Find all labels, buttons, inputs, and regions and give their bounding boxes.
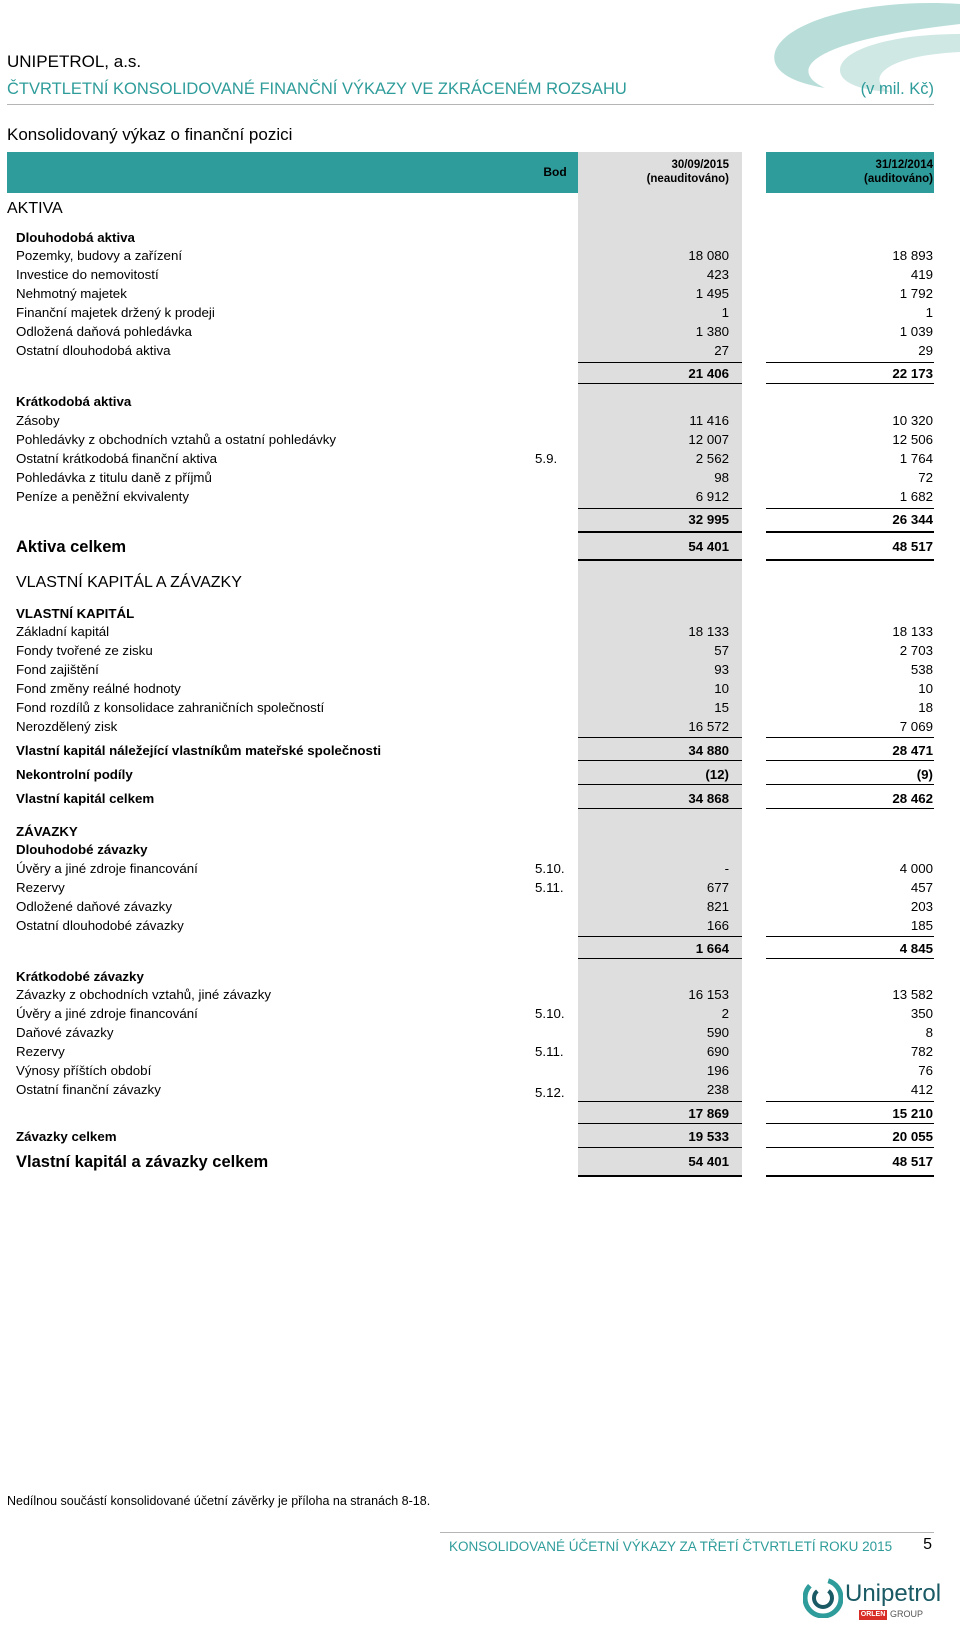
table-row: Fond změny reálné hodnoty 10 10 (16, 681, 933, 696)
section-heading: Dlouhodobá aktiva (16, 230, 135, 245)
table-row: Odložená daňová pohledávka 1 380 1 039 (16, 324, 933, 339)
total-rule-c1 (578, 1175, 742, 1177)
nci-row: Nekontrolní podíly (12) (9) (16, 767, 933, 782)
equity-liabilities-caption: VLASTNÍ KAPITÁL A ZÁVAZKY (16, 574, 242, 591)
table-row: Výnosy příštích období 196 76 (16, 1063, 933, 1078)
table-row: Zásoby 11 416 10 320 (16, 413, 933, 428)
table-row: Rezervy 5.11. 677 457 (16, 880, 933, 895)
subtotal-row: 1 664 4 845 (695, 941, 933, 956)
header-divider (7, 104, 934, 105)
section-heading: VLASTNÍ KAPITÁL (16, 606, 135, 621)
subtotal-rule-c2 (766, 808, 934, 809)
table-row: Fond zajištění 93 538 (16, 662, 933, 677)
currency-unit: (v mil. Kč) (860, 80, 934, 98)
subtotal-rule-c1 (578, 1147, 742, 1148)
total-rule-c2 (766, 1175, 934, 1177)
table-row: Pohledávky z obchodních vztahů a ostatní pohledávky 12 007 12 506 (16, 432, 933, 447)
prior-date: 31/12/2014 (875, 159, 933, 171)
prior-status: (auditováno) (864, 173, 933, 185)
table-row: Investice do nemovitostí 423 419 (16, 267, 933, 282)
assets-caption: AKTIVA (7, 200, 63, 217)
subtotal-rule-c1 (578, 760, 742, 761)
table-row: Fond rozdílů z konsolidace zahraničních společností 15 18 (16, 700, 933, 715)
table-row: Finanční majetek držený k prodeji 1 1 (16, 305, 933, 320)
section-heading: Krátkodobé závazky (16, 969, 144, 984)
current-status: (neauditováno) (646, 173, 729, 185)
column-header-prior (864, 158, 933, 186)
unipetrol-logo (803, 1578, 942, 1623)
subtotal-rule-c2 (766, 1147, 934, 1148)
table-header-band (7, 152, 934, 193)
table-row: Základní kapitál 18 133 18 133 (16, 624, 933, 639)
grand-total-row: Vlastní kapitál a závazky celkem 54 401 48 517 (16, 1153, 933, 1171)
liabilities-total-row: Závazky celkem 19 533 20 055 (16, 1129, 933, 1144)
subtotal-rule-c2 (766, 958, 934, 959)
section-heading: Krátkodobá aktiva (16, 394, 132, 409)
subtotal-rule-c2 (766, 737, 934, 738)
total-rule-c1 (578, 559, 742, 561)
table-row: Ostatní krátkodobá finanční aktiva 5.9. 2 562 1 764 (16, 451, 933, 466)
subtotal-rule-c1 (578, 808, 742, 809)
current-date: 30/09/2015 (671, 159, 729, 171)
table-row: Pohledávka z titulu daně z příjmů 98 72 (16, 470, 933, 485)
unipetrol-logo-icon (803, 1578, 843, 1618)
table-row: Rezervy 5.11. 690 782 (16, 1044, 933, 1059)
subtotal-rule-c2 (766, 1123, 934, 1124)
subtotal-rule-c1 (578, 383, 742, 384)
subtotal-rule-c1 (578, 784, 742, 785)
section-heading: ZÁVAZKY (16, 824, 78, 839)
subtotal-rule-c1 (578, 1123, 742, 1124)
table-row: Úvěry a jiné zdroje financování 5.10. - 4 000 (16, 861, 933, 876)
subtotal-row: 21 406 22 173 (688, 366, 933, 381)
total-rule-c2 (766, 559, 934, 561)
column-header-note: Bod (543, 165, 567, 179)
subtotal-rule-c2 (766, 508, 934, 509)
table-row: Fondy tvořené ze zisku 57 2 703 (16, 643, 933, 658)
assets-total-row: Aktiva celkem 54 401 48 517 (16, 538, 933, 556)
report-title: ČTVRTLETNÍ KONSOLIDOVANÉ FINANČNÍ VÝKAZY VE ZKRÁCENÉM ROZSAHU (7, 80, 627, 98)
subtotal-rule-c2 (766, 1101, 934, 1102)
total-rule-c1 (578, 531, 742, 533)
equity-parent-row: Vlastní kapitál náležející vlastníkům mateřské společnosti 34 880 28 471 (16, 743, 933, 758)
subtotal-rule-c2 (766, 936, 934, 937)
total-rule-c2 (766, 531, 934, 533)
column-header-current (647, 158, 729, 186)
table-row: Peníze a peněžní ekvivalenty 6 912 1 682 (16, 489, 933, 504)
table-row: Daňové závazky 590 8 (16, 1025, 933, 1040)
subtotal-rule-c1 (578, 362, 742, 363)
table-row: Úvěry a jiné zdroje financování 5.10. 2 350 (16, 1006, 933, 1021)
subtotal-rule-c1 (578, 737, 742, 738)
table-row: Odložené daňové závazky 821 203 (16, 899, 933, 914)
footnote: Nedílnou součástí konsolidované účetní závěrky je příloha na stranách 8-18. (7, 1494, 431, 1508)
subtotal-row: 17 869 15 210 (688, 1106, 933, 1121)
logo-group-text: GROUP (890, 1609, 924, 1619)
section-heading: Dlouhodobé závazky (16, 842, 148, 857)
table-row: Nerozdělený zisk 16 572 7 069 (16, 719, 933, 734)
table-row: Závazky z obchodních vztahů, jiné závazky 16 153 13 582 (16, 987, 933, 1002)
table-row: Ostatní dlouhodobá aktiva 27 29 (16, 343, 933, 358)
table-row: Ostatní finanční závazky 5.12. 238 412 (16, 1082, 933, 1100)
footer-divider (440, 1532, 934, 1533)
subtotal-rule-c1 (578, 508, 742, 509)
statement-title: Konsolidovaný výkaz o finanční pozici (7, 125, 293, 144)
logo-wordmark: Unipetrol (845, 1580, 942, 1607)
subtotal-rule-c2 (766, 760, 934, 761)
subtotal-rule-c2 (766, 784, 934, 785)
subtotal-rule-c2 (766, 383, 934, 384)
subtotal-rule-c1 (578, 936, 742, 937)
footer-text: KONSOLIDOVANÉ ÚČETNÍ VÝKAZY ZA TŘETÍ ČTVRTLETÍ ROKU 2015 (449, 1539, 893, 1554)
table-row: Nehmotný majetek 1 495 1 792 (16, 286, 933, 301)
band-gap (742, 152, 766, 193)
table-row: Ostatní dlouhodobé závazky 166 185 (16, 918, 933, 933)
subtotal-rule-c2 (766, 362, 934, 363)
equity-total-row: Vlastní kapitál celkem 34 868 28 462 (16, 791, 933, 806)
subtotal-rule-c1 (578, 1101, 742, 1102)
table-row: Pozemky, budovy a zařízení 18 080 18 893 (16, 248, 933, 263)
subtotal-row: 32 995 26 344 (688, 512, 933, 527)
page-number: 5 (923, 1536, 932, 1553)
subtotal-rule-c1 (578, 958, 742, 959)
orlen-badge: ORLEN (860, 1611, 886, 1618)
company-name: UNIPETROL, a.s. (7, 52, 142, 71)
